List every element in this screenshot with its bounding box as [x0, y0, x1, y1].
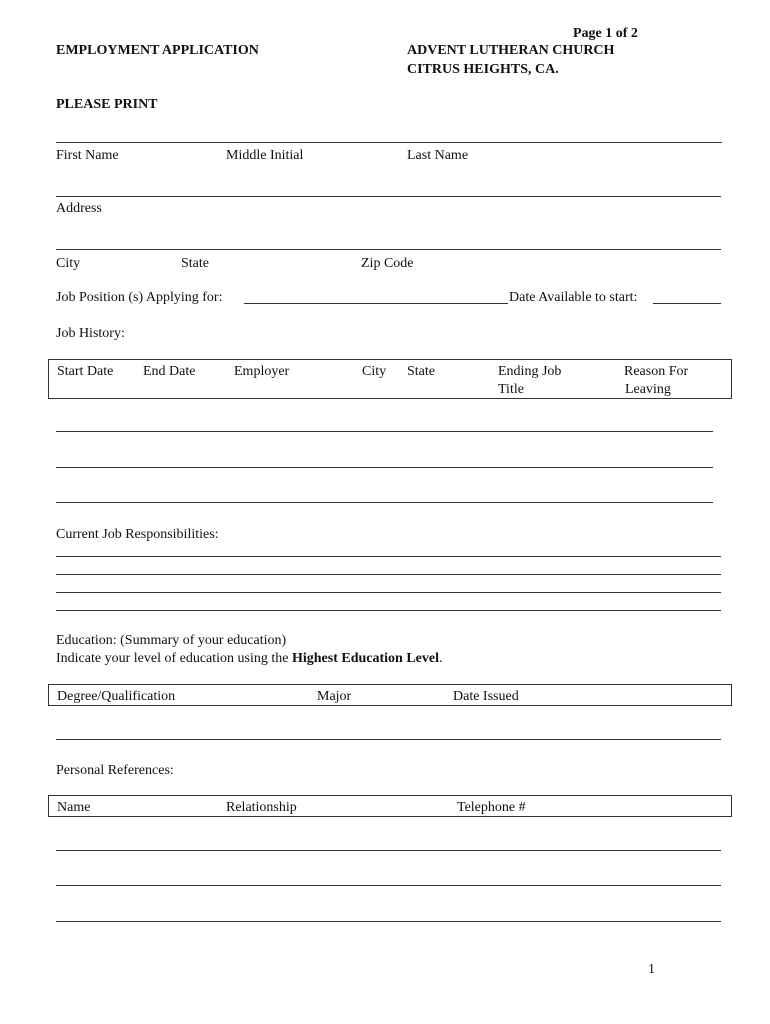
position-label: Job Position (s) Applying for: [56, 290, 223, 305]
position-input-line[interactable] [244, 303, 508, 304]
col-state: State [407, 364, 435, 379]
job-history-row-line[interactable] [56, 467, 713, 468]
col-reason-for: Reason For [624, 364, 689, 379]
org-name: ADVENT LUTHERAN CHURCH [407, 43, 615, 58]
col-major: Major [317, 689, 352, 704]
last-name-label: Last Name [407, 148, 469, 163]
responsibilities-line[interactable] [56, 556, 721, 557]
col-date-issued: Date Issued [453, 689, 519, 704]
city-label: City [56, 256, 81, 271]
col-start-date: Start Date [57, 364, 114, 379]
state-label: State [181, 256, 209, 271]
responsibilities-label: Current Job Responsibilities: [56, 527, 219, 542]
reference-row-line[interactable] [56, 921, 721, 922]
address-label: Address [56, 201, 102, 216]
print-instruction: PLEASE PRINT [56, 97, 158, 112]
page-label: Page 1 of 2 [573, 26, 638, 41]
col-leaving: Leaving [625, 382, 671, 397]
col-ref-name: Name [57, 800, 91, 815]
zip-label: Zip Code [361, 256, 414, 271]
col-end-date: End Date [143, 364, 196, 379]
job-history-row-line[interactable] [56, 431, 713, 432]
education-instruction-suffix: . [439, 651, 443, 666]
date-available-label: Date Available to start: [509, 290, 638, 305]
page-number: 1 [648, 962, 655, 977]
first-name-label: First Name [56, 148, 119, 163]
responsibilities-line[interactable] [56, 574, 721, 575]
responsibilities-line[interactable] [56, 592, 721, 593]
col-relationship: Relationship [226, 800, 297, 815]
responsibilities-line[interactable] [56, 610, 721, 611]
col-telephone: Telephone # [457, 800, 526, 815]
col-title: Title [498, 382, 524, 397]
education-summary: Education: (Summary of your education) [56, 633, 287, 648]
education-instruction-bold: Highest Education Level [291, 651, 439, 666]
job-history-label: Job History: [56, 326, 125, 341]
col-ending-job: Ending Job [498, 364, 562, 379]
middle-initial-label: Middle Initial [226, 148, 304, 163]
col-city: City [362, 364, 387, 379]
col-employer: Employer [234, 364, 290, 379]
name-line[interactable] [56, 142, 722, 143]
education-row-line[interactable] [56, 739, 721, 740]
references-label: Personal References: [56, 763, 174, 778]
job-history-row-line[interactable] [56, 502, 713, 503]
org-city: CITRUS HEIGHTS, CA. [407, 62, 559, 77]
education-instruction-prefix: Indicate your level of education using the [56, 651, 292, 666]
city-state-zip-line[interactable] [56, 249, 721, 250]
education-instruction [56, 650, 443, 667]
date-available-input-line[interactable] [653, 303, 721, 304]
form-title: EMPLOYMENT APPLICATION [56, 43, 259, 58]
address-line[interactable] [56, 196, 721, 197]
references-header-box [48, 795, 732, 817]
col-degree: Degree/Qualification [57, 689, 176, 704]
reference-row-line[interactable] [56, 885, 721, 886]
reference-row-line[interactable] [56, 850, 721, 851]
